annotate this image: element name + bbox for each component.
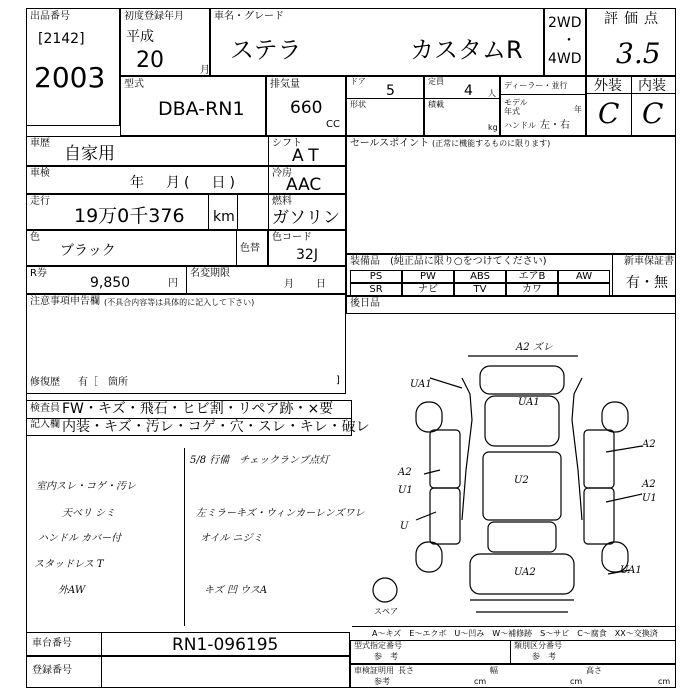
car-right-door-front xyxy=(584,430,614,488)
hw-note-l4: スタッドレス T xyxy=(34,559,104,570)
repair-bracket: ] xyxy=(336,375,340,386)
history: 自家用 xyxy=(64,144,115,164)
inspect-value: 年 月( 日) xyxy=(130,175,239,191)
wheel-front-right xyxy=(602,402,628,432)
car-left-door-front xyxy=(430,430,460,488)
inspector-label-1: 検査員 xyxy=(30,403,60,414)
cap-label: 定員 xyxy=(428,77,444,86)
reg-year: 20 xyxy=(136,48,164,73)
diag-label-u1-l: U1 xyxy=(398,485,413,496)
lot-number: 2003 xyxy=(34,61,106,94)
drive-dot: ・ xyxy=(562,33,576,49)
name-change-label: 名変期限 xyxy=(190,268,230,279)
model: DBA-RN1 xyxy=(158,98,245,120)
km-label: km xyxy=(213,209,235,225)
hw-note-l5: 外AW xyxy=(58,585,86,596)
tax-ref: 参考 xyxy=(374,677,390,686)
recycle-label: R券 xyxy=(30,268,47,279)
color: ブラック xyxy=(60,243,116,259)
reg-label: 登録番号 xyxy=(32,665,72,676)
int-label: 内装 xyxy=(638,78,666,94)
name-label: 車名・グレード xyxy=(214,11,284,22)
repair-value: 有［ 箇所 xyxy=(78,377,128,388)
car-front-bumper xyxy=(480,366,564,394)
tax-label: 車検証明用 xyxy=(354,666,394,675)
spare-label: スペア xyxy=(374,607,398,616)
length-label: 長さ xyxy=(398,666,414,675)
color-change-label: 色替 xyxy=(240,243,260,254)
diag-label-u2-c: U2 xyxy=(514,475,529,486)
equip-cell: SR xyxy=(350,283,402,296)
color-code-label: 色コード xyxy=(272,232,312,243)
length-unit: cm xyxy=(474,677,487,686)
inspector-label-2: 記入欄 xyxy=(30,419,60,430)
hw-note-r2: 左ミラーキズ・ウィンカーレンズワレ xyxy=(196,508,365,519)
hw-note-r3: オイル ニジミ xyxy=(200,533,263,544)
era: 平成 xyxy=(126,29,154,45)
drive-4wd: 4WD xyxy=(548,51,582,67)
disp-unit: CC xyxy=(326,119,340,130)
notes-hint: (不具合内容等は具体的に記入して下さい) xyxy=(104,298,255,307)
equip-cell: エアB xyxy=(506,270,558,283)
int-grade: C xyxy=(642,97,664,130)
displacement: 660 xyxy=(290,98,323,118)
diag-label-top: A2 ズレ xyxy=(516,342,553,353)
model-year-label: モデル年式 xyxy=(504,98,528,116)
car-rear-window xyxy=(488,522,556,552)
cert-ref: 参 考 xyxy=(374,652,398,661)
cooling: AAC xyxy=(286,175,322,195)
width-unit: cm xyxy=(570,677,583,686)
fuel: ガソリン xyxy=(272,208,340,228)
capacity: 4 xyxy=(464,83,473,99)
mileage: 19万0千376 xyxy=(74,205,185,227)
handle-label: ハンドル xyxy=(504,121,536,130)
equip-cell: TV xyxy=(454,283,506,296)
wheel-front-left xyxy=(416,402,442,432)
hw-note-r1: 5/8 行備 チェックランプ点灯 xyxy=(190,455,329,466)
score-label: 評価点 xyxy=(604,11,664,27)
equip-cell: カワ xyxy=(506,283,558,296)
diag-label-a2-l: A2 xyxy=(398,467,412,478)
equip-cell: AW xyxy=(558,270,610,283)
doors: 5 xyxy=(386,83,395,99)
disp-label: 排気量 xyxy=(270,79,300,90)
warranty-label: 新車保証書 xyxy=(624,256,674,267)
door-label: ドア xyxy=(350,77,366,86)
interior-items: ・キズ・汚レ・コゲ・穴・スレ・キレ・破レ xyxy=(90,419,370,435)
lot-code: [2142] xyxy=(38,31,85,47)
grade: カスタムR xyxy=(410,36,523,64)
diag-label-ua1-tl: UA1 xyxy=(410,379,432,390)
color-code: 32J xyxy=(296,247,318,263)
shift: AT xyxy=(292,146,325,166)
wheel-rear-left xyxy=(416,542,442,572)
height-unit: cm xyxy=(658,677,671,686)
recycle-unit: 円 xyxy=(168,278,178,289)
class-ref: 参 考 xyxy=(532,652,556,661)
car-name: ステラ xyxy=(230,36,302,64)
name-change-value: 月 日 xyxy=(284,279,332,290)
color-label: 色 xyxy=(30,232,40,243)
notes-label: 注意事項申告欄 xyxy=(30,296,100,307)
width-label: 幅 xyxy=(490,666,498,675)
fw-label: FW xyxy=(62,401,84,417)
chassis-number: RN1-096195 xyxy=(172,635,279,655)
spare-tire xyxy=(373,578,397,602)
car-right-door-rear xyxy=(584,488,614,544)
equip-cell: ナビ xyxy=(402,283,454,296)
ext-label: 外装 xyxy=(594,78,622,94)
handle-value: 左・右 xyxy=(540,120,570,131)
fw-items: ・キズ・飛石・ヒビ割・リペア跡・×要 xyxy=(84,401,334,417)
score: 3.5 xyxy=(616,37,661,70)
equip-cell: PW xyxy=(402,270,454,283)
fuel-label: 燃料 xyxy=(272,196,292,207)
car-roof xyxy=(483,452,561,520)
damage-legend: A～キズ E～エクボ U～凹み W～補修跡 S～サビ C～腐食 XX～交換済 xyxy=(372,629,658,638)
equip-label: 装備品 xyxy=(350,256,380,267)
recycle-amount: 9,850 xyxy=(90,275,131,291)
diag-label-u1-r: U1 xyxy=(642,493,657,504)
year-unit: 年 xyxy=(574,105,582,114)
lot-label: 出品番号 xyxy=(30,11,70,22)
height-label: 高さ xyxy=(586,666,602,675)
shape-label: 形状 xyxy=(350,100,366,109)
first-reg-label: 初度登録年月 xyxy=(124,11,184,22)
interior-label: 内装 xyxy=(62,419,90,435)
drive-2wd: 2WD xyxy=(548,15,582,31)
class-label: 類別区分番号 xyxy=(514,641,562,650)
equip-hint: (純正品に限り○をつけてください) xyxy=(390,256,547,267)
diag-label-a2-r: A2 xyxy=(642,439,656,450)
warranty-value: 有・無 xyxy=(626,275,668,291)
diag-label-ua1-c: UA1 xyxy=(518,397,540,408)
sales-label: セールスポイント xyxy=(350,138,430,149)
diag-label-ua2-b: UA2 xyxy=(514,567,536,578)
load-unit: kg xyxy=(488,123,498,132)
cap-unit: 人 xyxy=(488,89,496,98)
diag-label-ua1-br: UA1 xyxy=(620,565,642,576)
inspect-label: 車検 xyxy=(30,168,50,179)
hw-note-l1: 室内スレ・コゲ・汚レ xyxy=(36,481,136,492)
equip-cell: ABS xyxy=(454,270,506,283)
hw-note-l2: 天ベリ シミ xyxy=(62,508,116,519)
model-label: 型式 xyxy=(124,79,144,90)
dealer-label: ディーラー・並行 xyxy=(504,81,568,90)
month-unit: 月 xyxy=(200,65,210,76)
diag-label-a2-r2: A2 xyxy=(642,479,656,490)
history-label: 車歴 xyxy=(30,138,50,149)
repair-label: 修復歴 xyxy=(30,377,60,388)
car-left-door-rear xyxy=(430,488,460,544)
hw-note-r4: キズ 凹 ウスA xyxy=(204,585,268,596)
cert-type-label: 型式指定番号 xyxy=(354,641,402,650)
load-label: 積載 xyxy=(428,100,444,109)
diag-label-u-l: U xyxy=(400,521,409,532)
hw-note-l3: ハンドル カバー付 xyxy=(38,533,122,544)
shift-label: シフト xyxy=(272,138,302,149)
mileage-label: 走行 xyxy=(30,196,50,207)
rear-label: 後日品 xyxy=(350,298,380,309)
cool-label: 冷房 xyxy=(272,168,292,179)
ext-grade: C xyxy=(598,97,620,130)
equip-cell: PS xyxy=(350,270,402,283)
chassis-label: 車台番号 xyxy=(32,638,72,649)
sales-hint: (正常に機能するものに限ります) xyxy=(432,139,551,148)
